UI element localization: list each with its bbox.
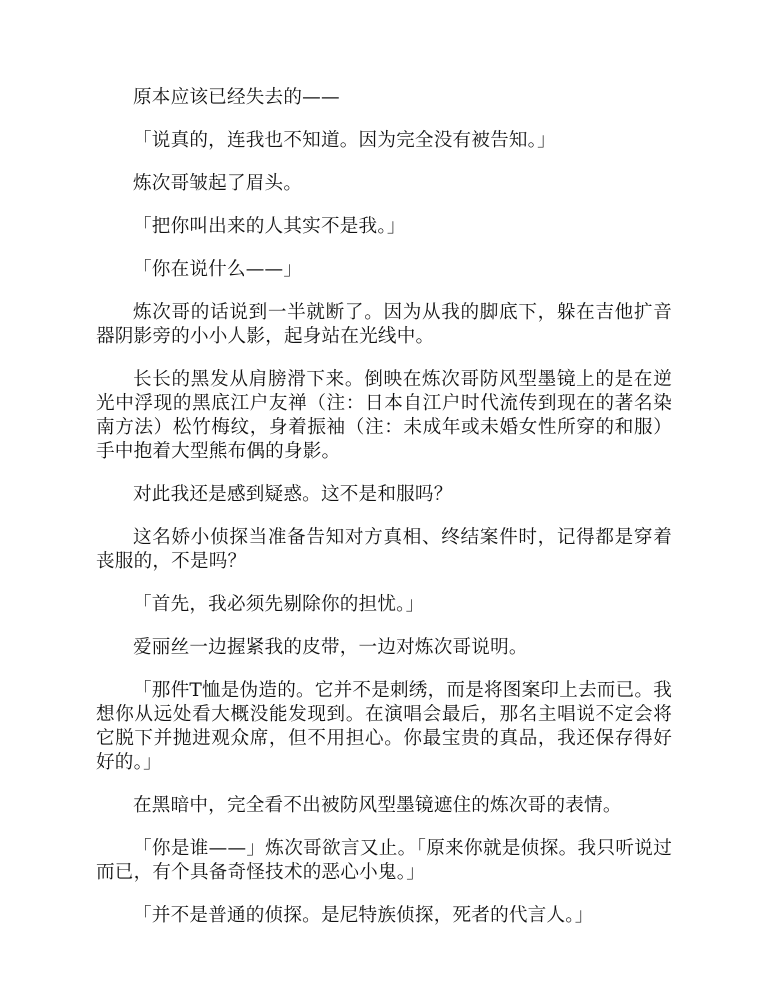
paragraph-5: 「你在说什么——」 [133,259,303,280]
document-page [96,86,672,947]
paragraph-15: 「并不是普通的侦探。是尼特族侦探，死者的代言人。」 [133,905,594,926]
paragraph-3: 炼次哥皱起了眉头。 [133,173,303,194]
paragraph-11: 爱丽丝一边握紧我的皮带，一边对炼次哥说明。 [133,637,528,658]
paragraph-1: 原本应该已经失去的—— [133,87,340,108]
paragraph-8: 对此我还是感到疑惑。这不是和服吗？ [133,484,453,505]
paragraph-9: 这名娇小侦探当准备告知对方真相、终结案件时，记得都是穿着丧服的，不是吗？ [96,527,672,572]
paragraph-4: 「把你叫出来的人其实不是我。」 [133,216,406,237]
paragraph-14: 「你是谁——」炼次哥欲言又止。「原来你就是侦探。我只听说过而已，有个具备奇怪技术的恶心小鬼。」 [96,838,672,883]
paragraph-13: 在黑暗中，完全看不出被防风型墨镜遮住的炼次哥的表情。 [133,795,622,816]
paragraph-10: 「首先，我必须先剔除你的担忧。」 [133,594,425,615]
paragraph-2: 「说真的，连我也不知道。因为完全没有被告知。」 [133,130,556,151]
paragraph-7: 长长的黑发从肩膀滑下来。倒映在炼次哥防风型墨镜上的是在逆光中浮现的黑底江户友禅（注：日本自江户时代流传到现在的著名染南方法）松竹梅纹，身着振袖（注：未成年或未婚女性所穿的和服）手中抱着大型熊布偶的身影。 [96,369,672,462]
paragraph-6: 炼次哥的话说到一半就断了。因为从我的脚底下，躲在吉他扩音器阴影旁的小小人影，起身站在光线中。 [96,302,672,347]
paragraph-12: 「那件T恤是伪造的。它并不是刺绣，而是将图案印上去而已。我想你从远处看大概没能发现到。在演唱会最后，那名主唱说不定会将它脱下并抛进观众席，但不用担心。你最宝贵的真品，我还保存得好好的。」 [96,680,672,773]
